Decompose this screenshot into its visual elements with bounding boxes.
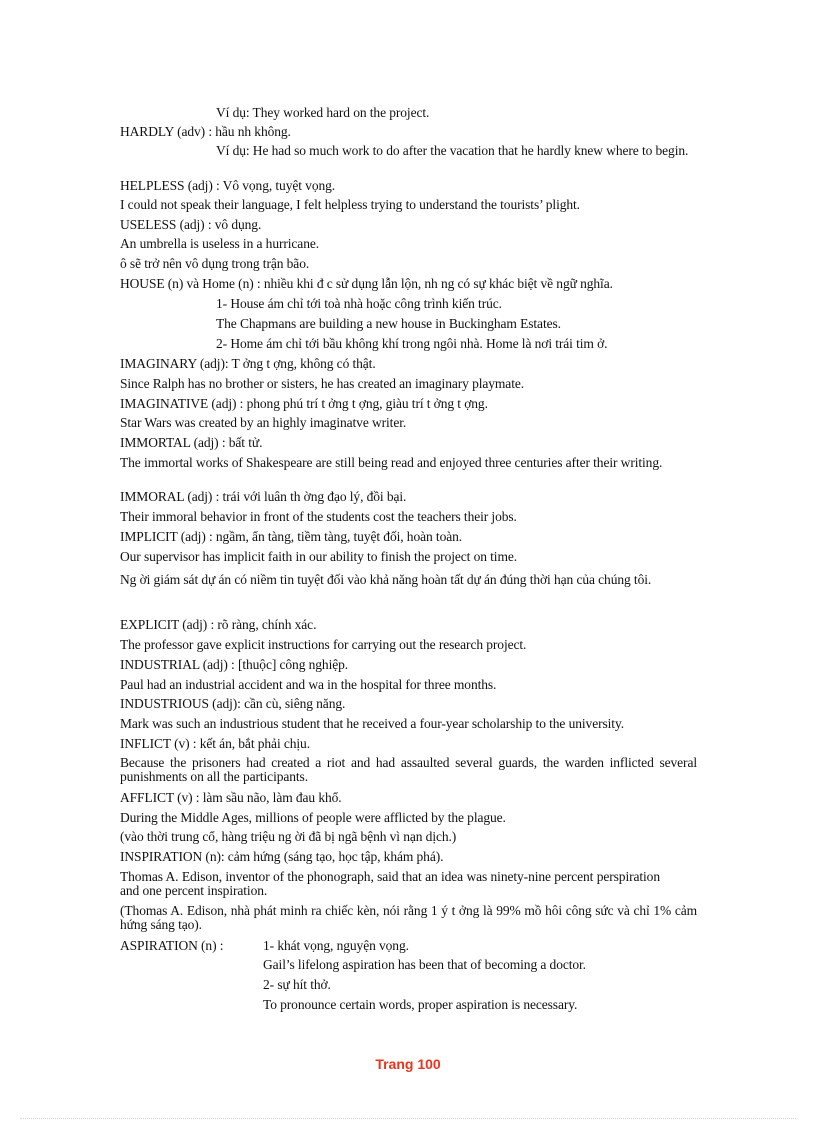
example-line: Our supervisor has implicit faith in our ability to finish the project on time. [120, 549, 518, 564]
example-line: To pronounce certain words, proper aspiration is necessary. [263, 997, 578, 1012]
translation-line: (vào thời trung cổ, hàng triệu ng ời đã bị ngã bệnh vì nạn dịch.) [120, 829, 457, 844]
translation-line: ô sẽ trở nên vô dụng trong trận bão. [120, 256, 310, 271]
page-number: Trang 100 [375, 1056, 441, 1072]
example-line: The Chapmans are building a new house in Buckingham Estates. [216, 316, 561, 331]
example-line: During the Middle Ages, millions of people were afflicted by the plague. [120, 810, 506, 825]
entry-heading-house-home: HOUSE (n) và Home (n) : nhiều khi đ c sử dụng lẫn lộn, nh ng có sự khác biệt về ngữ nghĩa. [120, 276, 613, 291]
example-line: Ví dụ: He had so much work to do after the vacation that he hardly knew where to begin. [216, 143, 689, 158]
translation-line: (Thomas A. Edison, nhà phát minh ra chiếc kèn, nói rằng 1 ý t ởng là 99% mồ hôi công sức và chỉ 1% cảm hứng sáng tạo). [120, 903, 697, 932]
example-line: Since Ralph has no brother or sisters, he has created an imaginary playmate. [120, 376, 525, 391]
entry-heading-imaginative: IMAGINATIVE (adj) : phong phú trí t ởng t ợng, giàu trí t ởng t ợng. [120, 396, 488, 411]
entry-heading-useless: USELESS (adj) : vô dụng. [120, 217, 262, 232]
entry-heading-immoral: IMMORAL (adj) : trái với luân th ờng đạo lý, đồi bại. [120, 489, 407, 504]
example-line: Thomas A. Edison, inventor of the phonograph, said that an idea was ninety-nine percent perspiration and one percent inspiration. [120, 869, 660, 898]
entry-heading-imaginary: IMAGINARY (adj): T ởng t ợng, không có thật. [120, 356, 376, 371]
example-line: Because the prisoners had created a riot and had assaulted several guards, the warden inflicted several punishments on all the participants. [120, 755, 697, 784]
entry-heading-afflict: AFFLICT (v) : làm sầu não, làm đau khổ. [120, 790, 342, 805]
example-line: Star Wars was created by an highly imaginatve writer. [120, 415, 407, 430]
entry-heading-explicit: EXPLICIT (adj) : rõ ràng, chính xác. [120, 617, 317, 632]
definition-line: 2- sự hít thở. [263, 977, 331, 992]
example-line: Ví dụ: They worked hard on the project. [216, 105, 430, 120]
entry-heading-implicit: IMPLICIT (adj) : ngầm, ẩn tàng, tiềm tàng, tuyệt đối, hoàn toàn. [120, 529, 463, 544]
translation-line: Ng ời giám sát dự án có niềm tin tuyệt đối vào khả năng hoàn tất dự án đúng thời hạn của chúng tôi. [120, 572, 652, 587]
example-line: The immortal works of Shakespeare are still being read and enjoyed three centuries after their writing. [120, 455, 663, 470]
entry-heading-inspiration: INSPIRATION (n): cảm hứng (sáng tạo, học tập, khám phá). [120, 849, 444, 864]
entry-heading-hardly: HARDLY (adv) : hầu nh không. [120, 124, 291, 139]
bottom-divider [20, 1118, 796, 1119]
definition-line: 1- House ám chỉ tới toà nhà hoặc công trình kiến trúc. [216, 296, 502, 311]
entry-heading-helpless: HELPLESS (adj) : Vô vọng, tuyệt vọng. [120, 178, 336, 193]
example-line: I could not speak their language, I felt helpless trying to understand the tourists’ plight. [120, 197, 580, 212]
example-line: Gail’s lifelong aspiration has been that of becoming a doctor. [263, 957, 586, 972]
entry-heading-aspiration: ASPIRATION (n) : [120, 938, 224, 953]
example-line: Their immoral behavior in front of the students cost the teachers their jobs. [120, 509, 517, 524]
entry-heading-industrial: INDUSTRIAL (adj) : [thuộc] công nghiệp. [120, 657, 349, 672]
example-line: The professor gave explicit instructions for carrying out the research project. [120, 637, 527, 652]
definition-line: 1- khát vọng, nguyện vọng. [263, 938, 409, 953]
entry-heading-industrious: INDUSTRIOUS (adj): cần cù, siêng năng. [120, 696, 346, 711]
example-line: An umbrella is useless in a hurricane. [120, 236, 320, 251]
entry-heading-immortal: IMMORTAL (adj) : bất tử. [120, 435, 263, 450]
definition-line: 2- Home ám chỉ tới bầu không khí trong ngôi nhà. Home là nơi trái tim ở. [216, 336, 608, 351]
example-line: Mark was such an industrious student that he received a four-year scholarship to the university. [120, 716, 624, 731]
entry-heading-inflict: INFLICT (v) : kết án, bắt phải chịu. [120, 736, 310, 751]
example-line: Paul had an industrial accident and wa in the hospital for three months. [120, 677, 497, 692]
